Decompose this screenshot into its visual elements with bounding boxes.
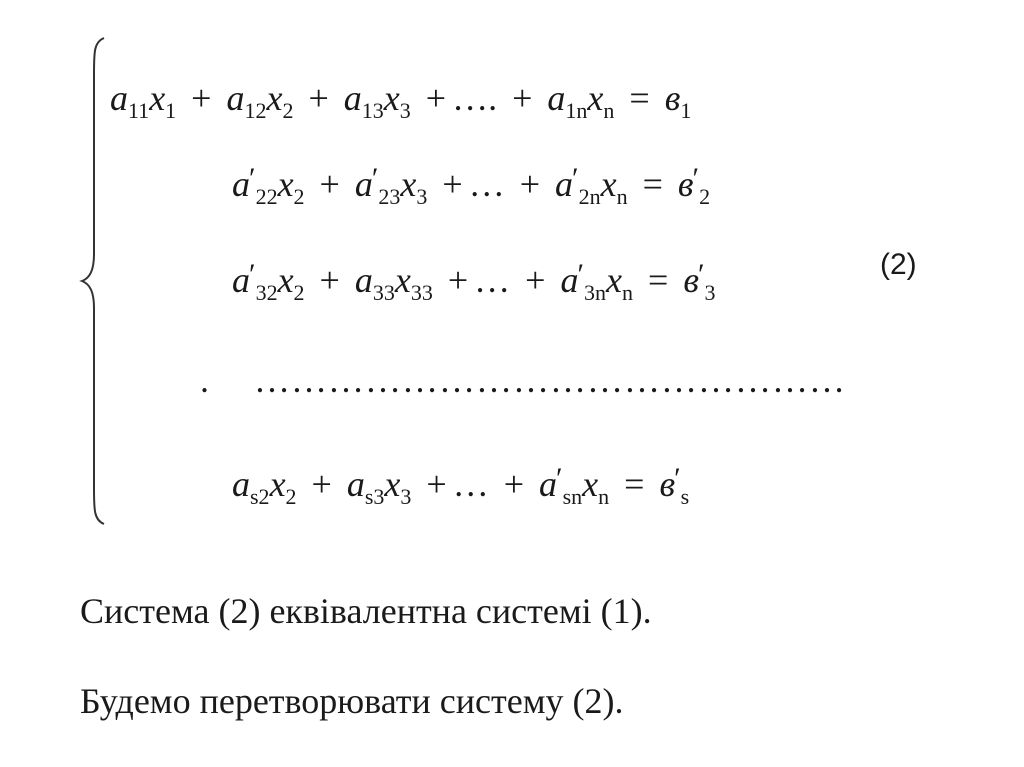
subscript: n	[622, 280, 634, 305]
var: x	[606, 260, 623, 300]
equals-sign: =	[648, 260, 669, 300]
subscript: 23	[378, 184, 401, 209]
coef: a	[555, 164, 574, 204]
subscript: n	[616, 184, 628, 209]
equation-row-s	[232, 462, 690, 509]
subscript: 1n	[565, 98, 588, 123]
equals-sign: =	[624, 464, 645, 504]
subscript: 11	[128, 98, 150, 123]
plus-sign: +	[503, 464, 525, 504]
rhs: в	[659, 464, 676, 504]
ellipsis: …	[474, 260, 511, 300]
lead-dot: .	[200, 360, 210, 400]
var: x	[394, 260, 411, 300]
subscript: 22	[255, 184, 278, 209]
plus-sign: +	[426, 464, 447, 504]
prime: ′	[249, 258, 256, 291]
var: x	[383, 78, 400, 118]
ellipsis: …	[468, 164, 505, 204]
subscript: 3n	[584, 280, 607, 305]
prime: ′	[556, 462, 563, 495]
subscript: s3	[364, 484, 385, 509]
prime: ′	[371, 162, 379, 195]
subscript: 3	[704, 280, 716, 305]
prime: ′	[697, 258, 705, 291]
rhs: в	[683, 260, 699, 300]
var: x	[277, 260, 294, 300]
coef: a	[232, 260, 250, 300]
plus-sign: +	[311, 464, 332, 504]
plus-sign: +	[308, 78, 329, 118]
plus-sign: +	[319, 260, 340, 300]
var: x	[384, 464, 401, 504]
coef: a	[232, 464, 250, 504]
plus-sign: +	[519, 164, 541, 204]
plus-sign: +	[191, 78, 212, 118]
coef: a	[226, 78, 245, 118]
subscript: 2	[282, 98, 294, 123]
equals-sign: =	[629, 78, 650, 118]
ellipsis: ….	[452, 78, 498, 118]
var: x	[582, 464, 599, 504]
subscript: 32	[255, 280, 278, 305]
subscript: 1	[165, 98, 177, 123]
coef: a	[110, 78, 128, 118]
subscript: 3	[399, 98, 411, 123]
subscript: 2	[699, 184, 711, 209]
var: x	[587, 78, 604, 118]
var: x	[266, 78, 283, 118]
subscript: 13	[361, 98, 384, 123]
plus-sign: +	[442, 164, 463, 204]
text-line-transform: Будемо перетворювати систему (2).	[80, 681, 624, 721]
subscript: s	[680, 484, 690, 509]
plus-sign: +	[512, 78, 533, 118]
prime: ′	[674, 462, 681, 495]
subscript: 3	[416, 184, 428, 209]
equation-row-1	[110, 78, 692, 123]
subscript: sn	[562, 484, 583, 509]
subscript: 3	[400, 484, 412, 509]
coef: a	[560, 260, 579, 300]
subscript: 2	[293, 280, 305, 305]
subscript: 12	[244, 98, 267, 123]
subscript: 33	[410, 280, 433, 305]
prime: ′	[249, 162, 256, 195]
equals-sign: =	[642, 164, 663, 204]
var: x	[149, 78, 166, 118]
plus-sign: +	[319, 164, 340, 204]
var: x	[269, 464, 286, 504]
subscript: 2n	[578, 184, 601, 209]
coef: a	[232, 164, 250, 204]
plus-sign: +	[425, 78, 447, 118]
coef: a	[547, 78, 566, 118]
subscript: 33	[372, 280, 395, 305]
coef: a	[354, 260, 373, 300]
subscript: n	[603, 98, 615, 123]
prime: ′	[577, 258, 585, 291]
ellipsis-row: …………………………………………	[254, 360, 846, 400]
subscript: 1	[680, 98, 692, 123]
subscript: 2	[293, 184, 305, 209]
subscript: n	[598, 484, 610, 509]
subscript: 2	[285, 484, 297, 509]
ellipsis: …	[452, 464, 489, 504]
coef: a	[354, 164, 373, 204]
left-brace	[78, 34, 108, 528]
var: x	[400, 164, 417, 204]
equation-dots-row	[200, 362, 846, 398]
rhs: в	[677, 164, 694, 204]
coef: a	[343, 78, 362, 118]
coef: a	[346, 464, 365, 504]
var: x	[277, 164, 294, 204]
rhs: в	[664, 78, 681, 118]
prime: ′	[692, 162, 700, 195]
var: x	[600, 164, 617, 204]
text-line-equivalence: Система (2) еквівалентна системі (1).	[80, 591, 652, 631]
plus-sign: +	[525, 260, 546, 300]
equation-row-2	[232, 162, 711, 209]
equation-number: (2)	[880, 248, 917, 281]
equation-row-3	[232, 258, 716, 305]
plus-sign: +	[447, 260, 469, 300]
coef: a	[539, 464, 558, 504]
subscript: s2	[250, 484, 270, 509]
prime: ′	[572, 162, 579, 195]
